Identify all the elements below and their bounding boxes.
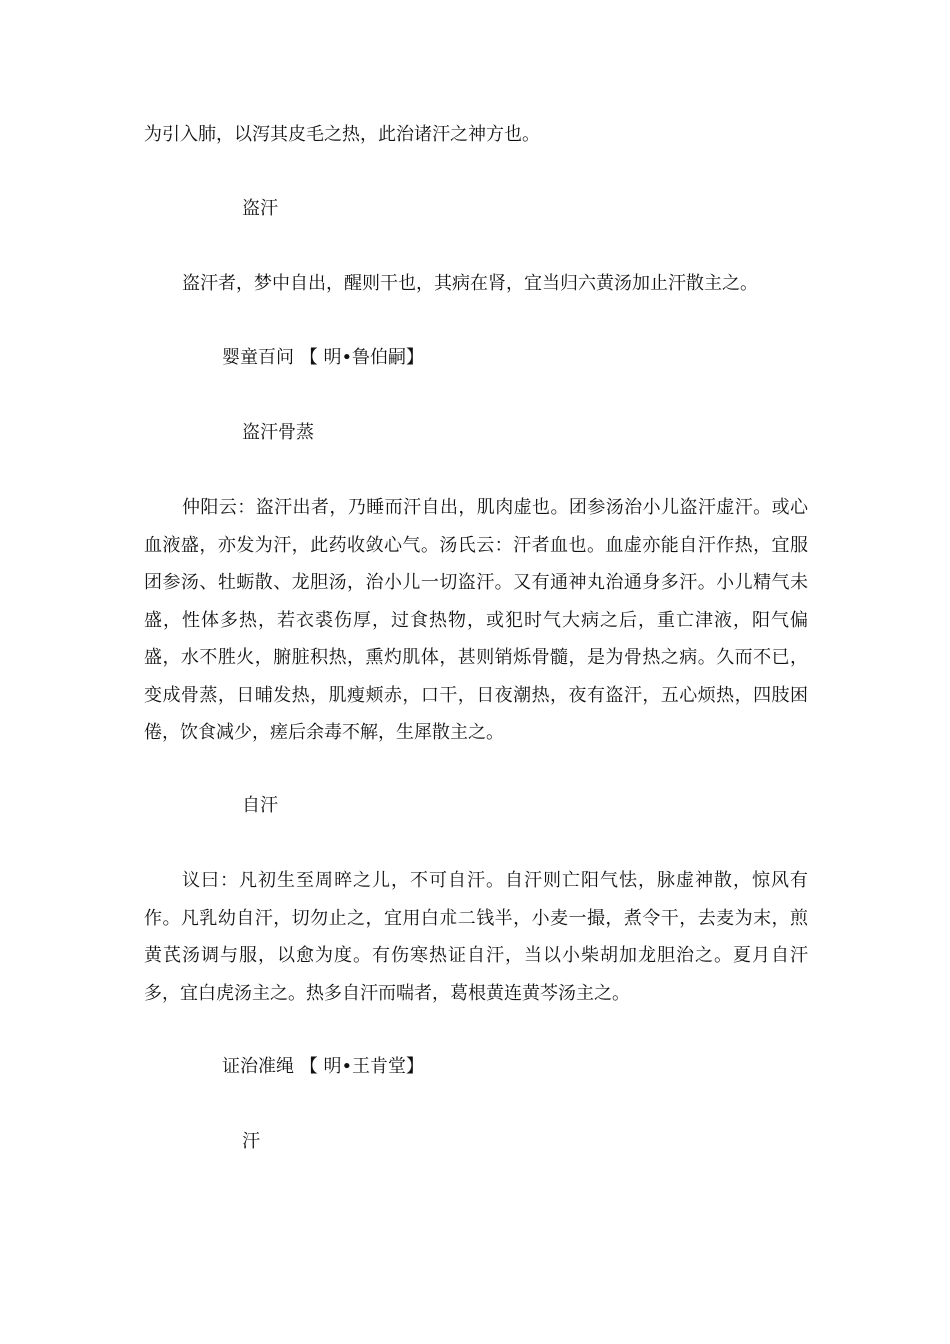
section-heading-zihan: 自汗: [242, 795, 278, 816]
paragraph-daohan-guzheng: 仲阳云：盗汗出者，乃睡而汗自出，肌肉虚也。团参汤治小儿盗汗虚汗。或心血液盛，亦发为汗，此药收敛心气。汤氏云：汗者血也。血虚亦能自汗作热，宜服团参汤、牡蛎散、龙胆汤，治小儿一切盗汗。又有通神丸治通身多汗。小儿精气未盛，性体多热，若衣裘伤厚，过食热物，或犯时气大病之后，重亡津液，阳气偏盛，水不胜火，腑脏积热，熏灼肌体，甚则销烁骨髓，是为骨热之病。久而不已，变成骨蒸，日晡发热，肌瘦颊赤，口干，日夜潮热，夜有盗汗，五心烦热，四肢困倦，饮食减少，瘥后余毒不解，生犀散主之。: [144, 497, 808, 743]
book-title-zhengzhi-zhunsheng: 证治准绳 【 明•王肯堂】: [222, 1056, 425, 1077]
section-heading-daohan: 盗汗: [242, 198, 278, 219]
book-title-yingtong-baiwen: 婴童百问 【 明•鲁伯嗣】: [222, 347, 425, 368]
continuation-line: 为引入肺，以泻其皮毛之热，此治诸汗之神方也。: [144, 124, 540, 145]
section-heading-daohan-guzheng: 盗汗骨蒸: [242, 422, 314, 443]
paragraph-zihan: 议曰：凡初生至周晬之儿，不可自汗。自汗则亡阳气怯，脉虚神散，惊风有作。凡乳幼自汗，切勿止之，宜用白朮二钱半，小麦一撮，煮令干，去麦为末，煎黄芪汤调与服，以愈为度。有伤寒热证自汗，当以小柴胡加龙胆治之。夏月自汗多，宜白虎汤主之。热多自汗而喘者，葛根黄连黄芩汤主之。: [144, 870, 808, 1004]
paragraph-daohan: 盗汗者，梦中自出，醒则干也，其病在肾，宜当归六黄汤加止汗散主之。: [182, 273, 758, 294]
section-heading-han: 汗: [242, 1131, 260, 1152]
